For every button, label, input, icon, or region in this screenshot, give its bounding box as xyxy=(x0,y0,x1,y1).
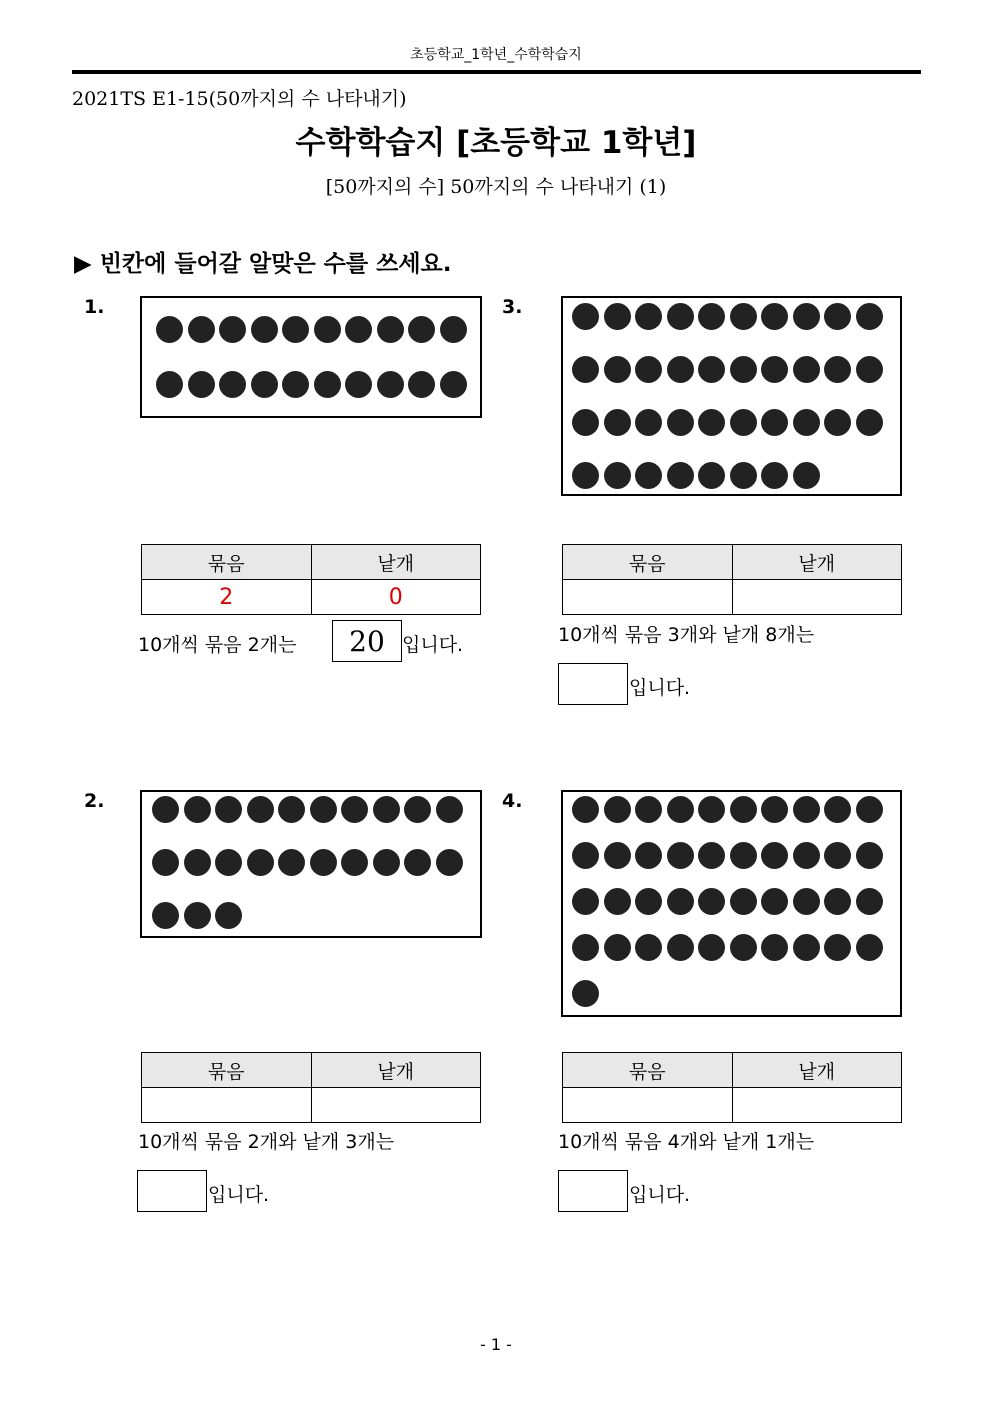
counting-dot xyxy=(572,356,599,383)
counting-dot xyxy=(761,409,788,436)
problem-2-number: 2. xyxy=(84,790,105,812)
counting-dot xyxy=(761,842,788,869)
problem-1-sentence: 10개씩 묶음 2개는 xyxy=(138,634,297,656)
counting-dot xyxy=(215,902,242,929)
counting-dot xyxy=(856,356,883,383)
counting-dot xyxy=(377,316,404,343)
counting-dot xyxy=(856,842,883,869)
counting-dot xyxy=(604,934,631,961)
counting-dot xyxy=(373,849,400,876)
problem-1-table xyxy=(141,544,481,615)
counting-dot xyxy=(604,796,631,823)
counting-dot xyxy=(408,316,435,343)
counting-dot xyxy=(408,371,435,398)
counting-dot xyxy=(314,371,341,398)
counting-dot xyxy=(635,934,662,961)
counting-dot xyxy=(156,371,183,398)
counting-dot xyxy=(219,371,246,398)
counting-dot xyxy=(247,796,274,823)
counting-dot xyxy=(572,409,599,436)
counting-dot xyxy=(282,316,309,343)
counting-dot xyxy=(152,796,179,823)
counting-dot xyxy=(440,371,467,398)
counting-dot xyxy=(793,462,820,489)
problem-1-bundles-cell[interactable]: 2 xyxy=(142,580,312,615)
problem-4-ending: 입니다. xyxy=(629,1184,691,1206)
counting-dot xyxy=(761,462,788,489)
worksheet-code: 2021TS E1-15(50까지의 수 나타내기) xyxy=(72,88,407,110)
problem-4-table xyxy=(562,1052,902,1123)
problem-4-sentence: 10개씩 묶음 4개와 낱개 1개는 xyxy=(558,1131,815,1153)
counting-dot xyxy=(698,409,725,436)
counting-dot xyxy=(635,796,662,823)
bundles-header: 묶음 xyxy=(142,545,312,580)
counting-dot xyxy=(215,849,242,876)
bundles-header: 묶음 xyxy=(563,545,733,580)
counting-dot xyxy=(793,842,820,869)
counting-dot xyxy=(824,356,851,383)
ones-header: 낱개 xyxy=(732,1053,902,1088)
counting-dot xyxy=(278,849,305,876)
counting-dot xyxy=(635,303,662,330)
counting-dot xyxy=(635,409,662,436)
problem-1-ones-cell[interactable]: 0 xyxy=(311,580,481,615)
counting-dot xyxy=(761,934,788,961)
counting-dot xyxy=(667,934,694,961)
problem-3-sentence: 10개씩 묶음 3개와 낱개 8개는 xyxy=(558,624,815,646)
counting-dot xyxy=(824,409,851,436)
problem-2-dot-box xyxy=(140,790,482,938)
counting-dot xyxy=(188,316,215,343)
running-header: 초등학교_1학년_수학학습지 xyxy=(410,47,582,63)
counting-dot xyxy=(604,888,631,915)
counting-dot xyxy=(604,842,631,869)
counting-dot xyxy=(152,902,179,929)
problem-3-answer-box[interactable] xyxy=(558,663,628,705)
ones-header: 낱개 xyxy=(732,545,902,580)
counting-dot xyxy=(282,371,309,398)
counting-dot xyxy=(698,356,725,383)
counting-dot xyxy=(667,796,694,823)
counting-dot xyxy=(793,934,820,961)
problem-1-ending: 입니다. xyxy=(402,634,464,656)
counting-dot xyxy=(404,849,431,876)
counting-dot xyxy=(377,371,404,398)
problem-1-number: 1. xyxy=(84,296,105,318)
problem-3-number: 3. xyxy=(502,296,523,318)
problem-3-table xyxy=(562,544,902,615)
counting-dot xyxy=(667,356,694,383)
counting-dot xyxy=(667,842,694,869)
problem-4-answer-box[interactable] xyxy=(558,1170,628,1212)
counting-dot xyxy=(793,409,820,436)
counting-dot xyxy=(436,796,463,823)
counting-dot xyxy=(793,303,820,330)
counting-dot xyxy=(761,356,788,383)
counting-dot xyxy=(156,316,183,343)
counting-dot xyxy=(761,303,788,330)
counting-dot xyxy=(310,796,337,823)
counting-dot xyxy=(604,356,631,383)
counting-dot xyxy=(635,462,662,489)
counting-dot xyxy=(215,796,242,823)
counting-dot xyxy=(824,303,851,330)
counting-dot xyxy=(572,842,599,869)
ones-header: 낱개 xyxy=(311,1053,481,1088)
counting-dot xyxy=(373,796,400,823)
counting-dot xyxy=(761,888,788,915)
page-title: 수학학습지 [초등학교 1학년] xyxy=(295,125,697,161)
counting-dot xyxy=(572,796,599,823)
counting-dot xyxy=(278,796,305,823)
problem-2-ones-cell[interactable] xyxy=(311,1088,481,1123)
counting-dot xyxy=(698,934,725,961)
counting-dot xyxy=(635,888,662,915)
counting-dot xyxy=(856,934,883,961)
counting-dot xyxy=(793,356,820,383)
counting-dot xyxy=(824,934,851,961)
counting-dot xyxy=(572,934,599,961)
counting-dot xyxy=(404,796,431,823)
counting-dot xyxy=(824,796,851,823)
counting-dot xyxy=(856,888,883,915)
counting-dot xyxy=(793,888,820,915)
counting-dot xyxy=(251,316,278,343)
counting-dot xyxy=(341,849,368,876)
problem-2-ending: 입니다. xyxy=(208,1184,270,1206)
problem-2-answer-box[interactable] xyxy=(137,1170,207,1212)
counting-dot xyxy=(761,796,788,823)
counting-dot xyxy=(730,303,757,330)
counting-dot xyxy=(604,462,631,489)
counting-dot xyxy=(436,849,463,876)
counting-dot xyxy=(184,902,211,929)
counting-dot xyxy=(856,303,883,330)
counting-dot xyxy=(667,409,694,436)
counting-dot xyxy=(572,980,599,1007)
counting-dot xyxy=(793,796,820,823)
counting-dot xyxy=(572,462,599,489)
counting-dot xyxy=(310,849,337,876)
problem-2-table xyxy=(141,1052,481,1123)
problem-4-bundles-cell[interactable] xyxy=(563,1088,733,1123)
counting-dot xyxy=(184,849,211,876)
page-number: - 1 - xyxy=(480,1335,512,1354)
counting-dot xyxy=(572,888,599,915)
counting-dot xyxy=(824,842,851,869)
counting-dot xyxy=(251,371,278,398)
counting-dot xyxy=(698,303,725,330)
counting-dot xyxy=(667,462,694,489)
counting-dot xyxy=(635,842,662,869)
counting-dot xyxy=(698,462,725,489)
counting-dot xyxy=(604,303,631,330)
counting-dot xyxy=(604,409,631,436)
problem-3-ending: 입니다. xyxy=(629,677,691,699)
counting-dot xyxy=(184,796,211,823)
bundles-header: 묶음 xyxy=(563,1053,733,1088)
counting-dot xyxy=(698,796,725,823)
counting-dot xyxy=(730,462,757,489)
counting-dot xyxy=(667,888,694,915)
page-subtitle: [50까지의 수] 50까지의 수 나타내기 (1) xyxy=(325,176,667,198)
counting-dot xyxy=(188,371,215,398)
problem-3-bundles-cell[interactable] xyxy=(563,580,733,615)
problem-2-sentence: 10개씩 묶음 2개와 낱개 3개는 xyxy=(138,1131,395,1153)
counting-dot xyxy=(698,842,725,869)
problem-3-ones-cell[interactable] xyxy=(732,580,902,615)
counting-dot xyxy=(730,934,757,961)
counting-dot xyxy=(730,888,757,915)
counting-dot xyxy=(730,796,757,823)
counting-dot xyxy=(856,796,883,823)
counting-dot xyxy=(730,409,757,436)
header-rule xyxy=(72,70,921,74)
counting-dot xyxy=(440,316,467,343)
counting-dot xyxy=(247,849,274,876)
ones-header: 낱개 xyxy=(311,545,481,580)
counting-dot xyxy=(698,888,725,915)
problem-3-dot-box xyxy=(561,296,902,496)
problem-2-bundles-cell[interactable] xyxy=(142,1088,312,1123)
problem-4-dot-box xyxy=(561,790,902,1017)
counting-dot xyxy=(572,303,599,330)
counting-dot xyxy=(345,371,372,398)
counting-dot xyxy=(856,409,883,436)
problem-4-number: 4. xyxy=(502,790,523,812)
counting-dot xyxy=(730,842,757,869)
counting-dot xyxy=(152,849,179,876)
problem-4-ones-cell[interactable] xyxy=(732,1088,902,1123)
bundles-header: 묶음 xyxy=(142,1053,312,1088)
counting-dot xyxy=(345,316,372,343)
counting-dot xyxy=(824,888,851,915)
instruction: ▶ 빈칸에 들어갈 알맞은 수를 쓰세요. xyxy=(74,251,452,277)
counting-dot xyxy=(314,316,341,343)
counting-dot xyxy=(341,796,368,823)
counting-dot xyxy=(667,303,694,330)
counting-dot xyxy=(219,316,246,343)
problem-1-dot-box xyxy=(140,296,482,418)
counting-dot xyxy=(730,356,757,383)
counting-dot xyxy=(635,356,662,383)
problem-1-answer-box[interactable]: 20 xyxy=(332,620,402,662)
